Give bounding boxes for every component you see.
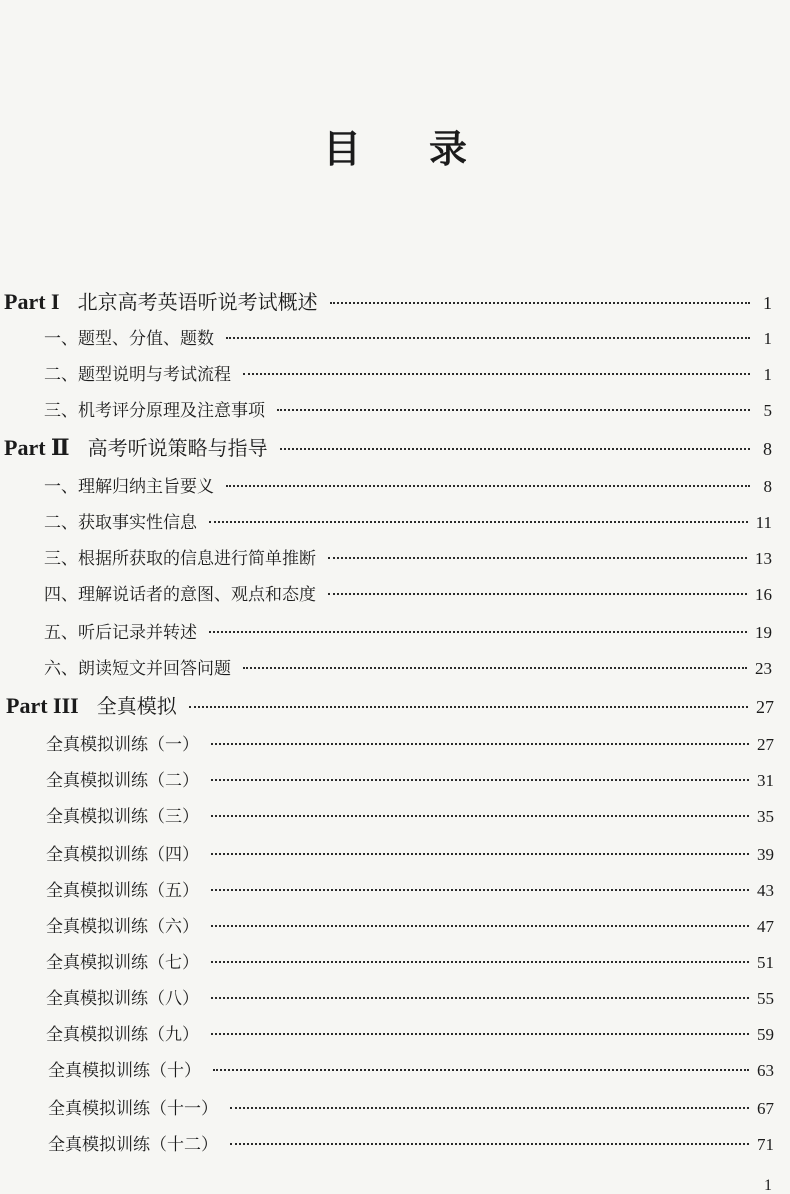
leader-dots (211, 815, 749, 817)
page-title-left: 目 (322, 126, 361, 171)
page-number: 67 (757, 1099, 774, 1118)
toc-item-label: 全真模拟训练（十二） (48, 1135, 218, 1155)
leader-dots (211, 925, 749, 927)
toc-item[interactable] (44, 580, 772, 605)
toc-item-label: 全真模拟训练（十一） (48, 1099, 218, 1119)
toc-part-2[interactable] (4, 432, 772, 461)
toc-item[interactable] (46, 766, 774, 791)
leader-dots (243, 667, 747, 669)
page-title-right: 录 (429, 126, 468, 171)
leader-dots (211, 1033, 749, 1035)
toc-part-1[interactable] (4, 286, 772, 315)
page-number: 43 (757, 881, 774, 900)
toc-item-label: 全真模拟训练（六） (46, 917, 199, 937)
toc-item[interactable] (44, 396, 772, 421)
page-number: 8 (763, 477, 772, 496)
toc-item-label: 五、听后记录并转述 (44, 623, 197, 643)
toc-part-3[interactable] (6, 690, 774, 719)
part-title: 高考听说策略与指导 (87, 436, 268, 460)
toc-item[interactable] (46, 802, 774, 827)
leader-dots (226, 485, 750, 487)
leader-dots (328, 593, 747, 595)
page-number: 1 (763, 293, 772, 313)
leader-dots (211, 779, 749, 781)
page-number: 1 (763, 329, 772, 348)
toc-item-label: 二、获取事实性信息 (44, 513, 197, 533)
toc-item[interactable] (46, 840, 774, 865)
page-number: 19 (755, 623, 772, 642)
toc-item-label: 全真模拟训练（十） (48, 1061, 201, 1081)
toc-item-label: 全真模拟训练（九） (46, 1025, 199, 1045)
part-number: Part Ⅱ (4, 435, 70, 460)
page-number: 5 (763, 401, 772, 420)
toc-item[interactable] (46, 948, 774, 973)
toc-item-label: 全真模拟训练（一） (46, 735, 199, 755)
toc-item[interactable] (44, 618, 772, 643)
toc-item-label: 全真模拟训练（八） (46, 989, 199, 1009)
leader-dots (330, 302, 750, 304)
toc-item-label: 四、理解说话者的意图、观点和态度 (44, 585, 316, 605)
toc-item[interactable] (48, 1130, 774, 1155)
toc-item-label: 全真模拟训练（五） (46, 881, 199, 901)
page-number: 11 (755, 513, 772, 532)
footer-page-number: 1 (764, 1177, 772, 1194)
leader-dots (230, 1107, 749, 1109)
toc-item[interactable] (46, 730, 774, 755)
page-number: 39 (757, 845, 774, 864)
toc-item[interactable] (44, 544, 772, 569)
leader-dots (211, 961, 749, 963)
toc-item[interactable] (44, 324, 772, 349)
toc-item[interactable] (46, 1020, 774, 1045)
part-number: Part I (4, 289, 60, 314)
leader-dots (226, 337, 750, 339)
toc-item[interactable] (44, 654, 772, 679)
toc-item-label: 全真模拟训练（二） (46, 771, 199, 791)
leader-dots (277, 409, 750, 411)
page-number: 27 (756, 697, 774, 717)
page-number: 51 (757, 953, 774, 972)
toc-item-label: 二、题型说明与考试流程 (44, 365, 231, 385)
page-number: 63 (757, 1061, 774, 1080)
page-title (0, 118, 790, 173)
page-number: 55 (757, 989, 774, 1008)
leader-dots (328, 557, 747, 559)
leader-dots (213, 1069, 749, 1071)
toc-item-label: 三、根据所获取的信息进行简单推断 (44, 549, 316, 569)
toc-item-label: 一、题型、分值、题数 (44, 329, 214, 349)
toc-item[interactable] (46, 912, 774, 937)
toc-item[interactable] (44, 360, 772, 385)
toc-item-label: 三、机考评分原理及注意事项 (44, 401, 265, 421)
page-number: 8 (763, 439, 772, 459)
toc-item-label: 全真模拟训练（七） (46, 953, 199, 973)
page-number: 1 (763, 365, 772, 384)
leader-dots (189, 706, 748, 708)
leader-dots (209, 521, 748, 523)
page-number: 31 (757, 771, 774, 790)
part-number: Part III (6, 693, 79, 718)
toc-item[interactable] (46, 984, 774, 1009)
toc-item[interactable] (48, 1094, 774, 1119)
toc-item[interactable] (44, 508, 772, 533)
page-number: 59 (757, 1025, 774, 1044)
leader-dots (230, 1143, 749, 1145)
leader-dots (211, 889, 749, 891)
toc-item-label: 全真模拟训练（四） (46, 845, 199, 865)
toc-item[interactable] (48, 1056, 774, 1081)
page-number: 13 (755, 549, 772, 568)
toc-item-label: 一、理解归纳主旨要义 (44, 477, 214, 497)
leader-dots (211, 853, 749, 855)
toc-item-label: 全真模拟训练（三） (46, 807, 199, 827)
leader-dots (211, 997, 749, 999)
leader-dots (243, 373, 750, 375)
toc-item-label: 六、朗读短文并回答问题 (44, 659, 231, 679)
page-number: 23 (755, 659, 772, 678)
part-title: 北京高考英语听说考试概述 (77, 290, 318, 314)
leader-dots (211, 743, 749, 745)
part-title: 全真模拟 (96, 694, 177, 718)
toc-item[interactable] (46, 876, 774, 901)
page-number: 47 (757, 917, 774, 936)
page-number: 35 (757, 807, 774, 826)
leader-dots (280, 448, 750, 450)
toc-item[interactable] (44, 472, 772, 497)
leader-dots (209, 631, 747, 633)
page-number: 27 (757, 735, 774, 754)
page-number: 71 (757, 1135, 774, 1154)
page-number: 16 (755, 585, 772, 604)
